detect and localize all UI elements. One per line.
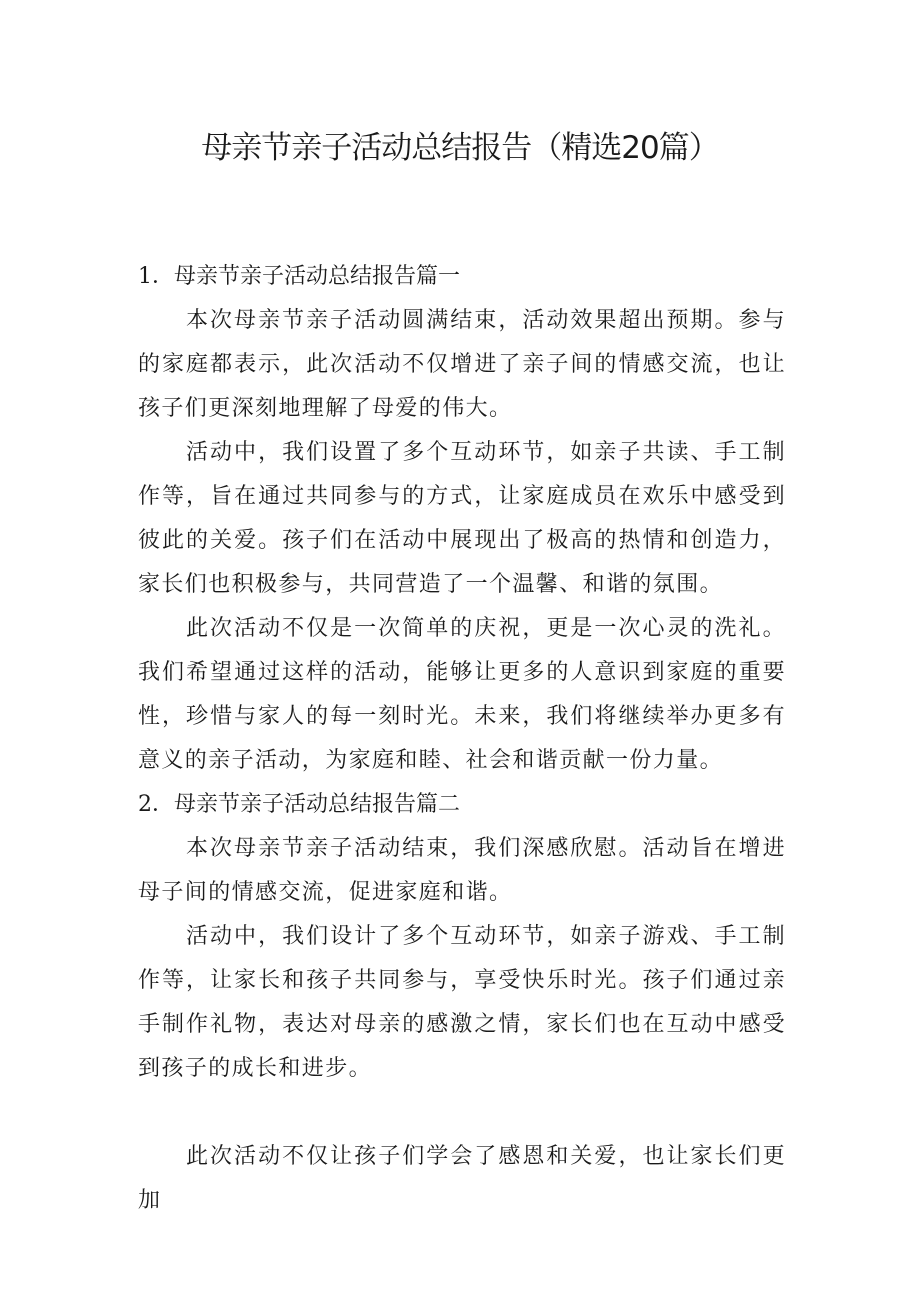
paragraph: 活动中，我们设置了多个互动环节，如亲子共读、手工制作等，旨在通过共同参与的方式，让家庭成员在欢乐中感受到彼此的关爱。孩子们在活动中展现出了极高的热情和创造力，家长们也积极参与，共同营造了一个温馨、和谐的氛围。 <box>138 440 786 597</box>
paragraph-gap <box>138 1091 786 1135</box>
document-title: 母亲节亲子活动总结报告（精选20篇） <box>201 130 719 166</box>
paragraph: 本次母亲节亲子活动圆满结束，活动效果超出预期。参与的家庭都表示，此次活动不仅增进了亲子间的情感交流，也让孩子们更深刻地理解了母爱的伟大。 <box>138 308 786 421</box>
paragraph: 本次母亲节亲子活动结束，我们深感欣慰。活动旨在增进母子间的情感交流，促进家庭和谐。 <box>138 836 786 905</box>
paragraph: 此次活动不仅是一次简单的庆祝，更是一次心灵的洗礼。我们希望通过这样的活动，能够让更多的人意识到家庭的重要性，珍惜与家人的每一刻时光。未来，我们将继续举办更多有意义的亲子活动，为家庭和睦、社会和谐贡献一份力量。 <box>138 616 786 773</box>
document-body <box>138 255 786 1223</box>
section-2 <box>138 783 786 1223</box>
paragraph: 活动中，我们设计了多个互动环节，如亲子游戏、手工制作等，让家长和孩子共同参与，享受快乐时光。孩子们通过亲手制作礼物，表达对母亲的感激之情，家长们也在互动中感受到孩子的成长和进步。 <box>138 924 786 1081</box>
section-heading: 2．母亲节亲子活动总结报告篇二 <box>138 792 460 817</box>
paragraph: 此次活动不仅让孩子们学会了感恩和关爱，也让家长们更加 <box>138 1144 786 1213</box>
section-1 <box>138 255 786 783</box>
section-heading: 1．母亲节亲子活动总结报告篇一 <box>138 264 460 289</box>
